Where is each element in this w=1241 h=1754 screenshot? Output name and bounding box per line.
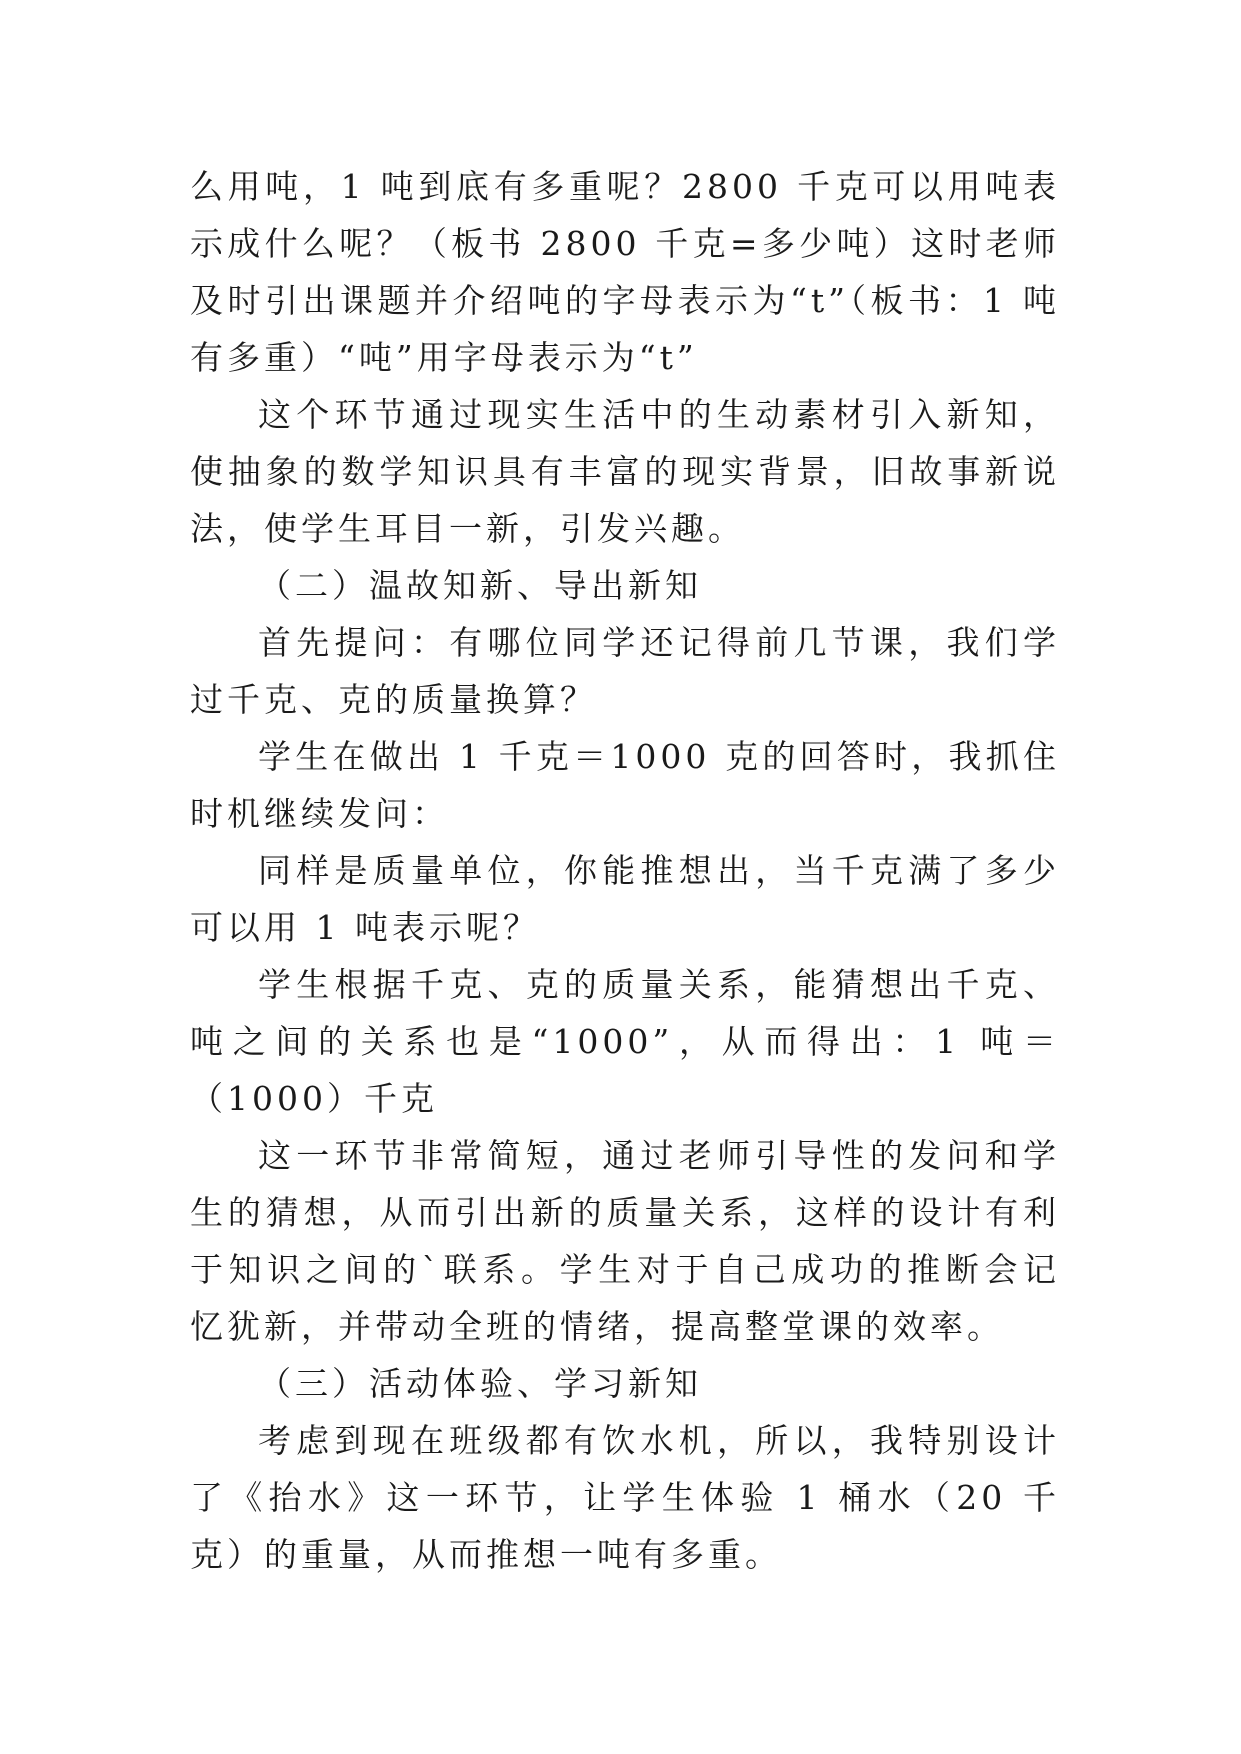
paragraph-first-question: 首先提问：有哪位同学还记得前几节课，我们学过千克、克的质量换算？: [190, 623, 1060, 719]
paragraph-student-answer: 学生在做出 1 千克＝1000 克的回答时，我抓住时机继续发问：: [190, 737, 1060, 833]
paragraph-activity-design: 考虑到现在班级都有饮水机，所以，我特别设计了《抬水》这一环节，让学生体验 1 桶水（20 千克）的重量，从而推想一吨有多重。: [190, 1421, 1060, 1574]
section-heading-review: （二）温故知新、导出新知: [258, 566, 702, 605]
paragraph-continuation: 么用吨，1 吨到底有多重呢？2800 千克可以用吨表示成什么呢？（板书 2800 千克=多少吨）这时老师及时引出课题并介绍吨的字母表示为“t”（板书：1 吨有多重）“吨”用字母表示为“t”: [190, 167, 1060, 377]
paragraph-intro-analysis: 这个环节通过现实生活中的生动素材引入新知，使抽象的数学知识具有丰富的现实背景，旧故事新说法，使学生耳目一新，引发兴趣。: [190, 395, 1060, 548]
section-heading-activity: （三）活动体验、学习新知: [258, 1364, 702, 1403]
paragraph-review-analysis: 这一环节非常简短，通过老师引导性的发问和学生的猜想，从而引出新的质量关系，这样的设计有利于知识之间的`联系。学生对于自己成功的推断会记忆犹新，并带动全班的情绪，提高整堂课的效率。: [190, 1136, 1060, 1346]
paragraph-follow-up-question: 同样是质量单位，你能推想出，当千克满了多少可以用 1 吨表示呢？: [190, 851, 1060, 947]
paragraph-student-conclusion: 学生根据千克、克的质量关系，能猜想出千克、吨之间的关系也是“1000”，从而得出：1 吨＝（1000）千克: [190, 965, 1060, 1118]
document-body: [190, 158, 1060, 1583]
